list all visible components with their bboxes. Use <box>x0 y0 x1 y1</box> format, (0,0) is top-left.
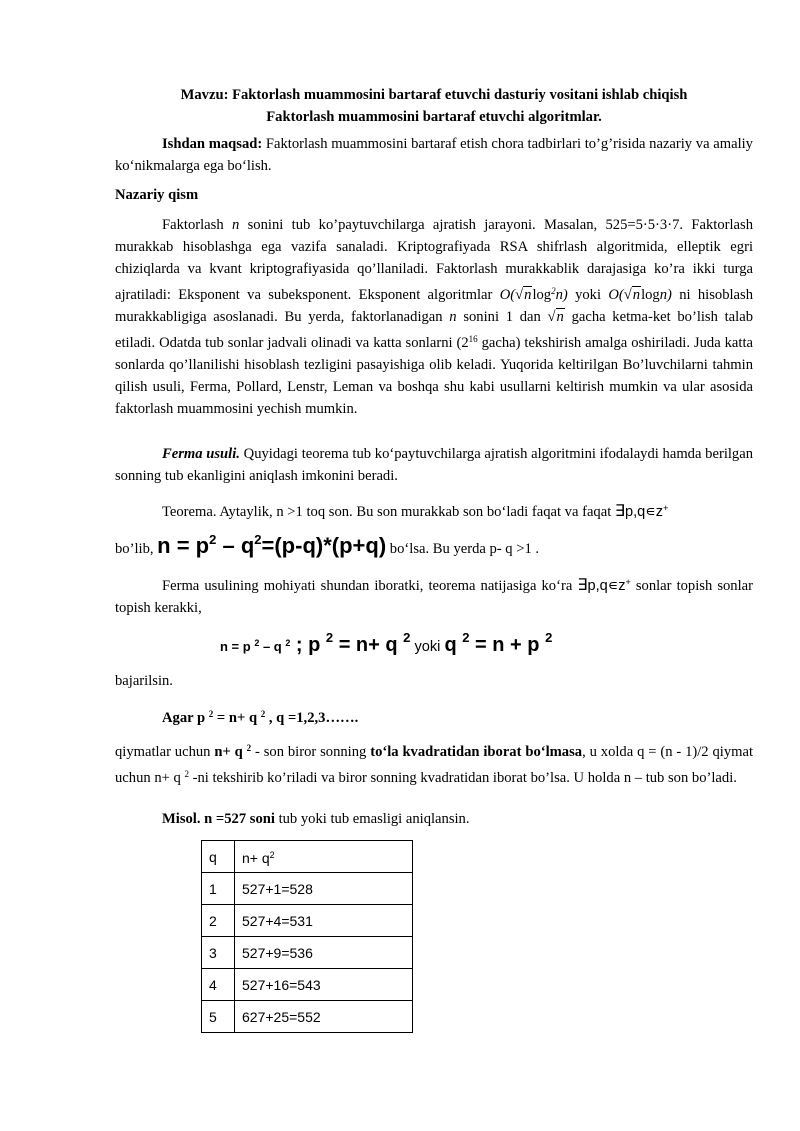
table-row <box>202 969 413 1001</box>
theory-text: yoki <box>567 287 609 303</box>
qiymat-text: qiymatlar uchun <box>115 744 215 760</box>
objective-paragraph <box>115 133 753 177</box>
table-header-q: q <box>202 841 235 873</box>
formula-part: n <box>555 287 563 303</box>
theory-var: n <box>449 309 457 325</box>
table-row <box>202 905 413 937</box>
theory-text: gacha ketma-ket bo’lish talab etiladi. Odatda tub sonlar jadvali olinadi va katta sonlarni (2 <box>115 309 753 351</box>
table-row <box>202 937 413 969</box>
theory-text: ni hisoblash murakkabligiga asoslanadi. Bu yerda, faktorlanadigan <box>115 287 753 325</box>
theorem-formula: – q <box>216 533 255 558</box>
theorem-text: bo’lib, <box>115 541 158 557</box>
formula-part: n <box>632 287 641 303</box>
qiymat-text: - son biror sonning <box>251 744 371 760</box>
exponent: 2 <box>325 630 334 645</box>
theory-text: gacha) tekshirish amalga oshiriladi. Juda katta sonlarda qo’llanilishi hisoblash tezligini pasayishiga olib keladi. Yuqorida keltirilgan Bo’luvchilarni tahmin qilish usuli, Ferma, Pollard, Lenstr, Leman va boshqa shu kabi usullarni keltirish mumkin va ular asosida faktorlash muammosini yechish mumkin. <box>115 335 753 417</box>
table-header-row <box>202 841 413 873</box>
formula-part: n <box>556 309 564 325</box>
sqrt-n-formula: √n <box>547 309 564 325</box>
ferma-text: Quyidagi teorema tub ko‘paytuvchilarga ajratish algoritmini ifodalaydi hamda berilgan sonning tub ekanligini aniqlash imkonini beradi. <box>115 446 753 484</box>
exponent: 2 <box>184 769 189 779</box>
section-heading: Nazariy qism <box>115 187 199 203</box>
exists-symbol: ∃ <box>614 503 626 520</box>
formula-part: ) <box>667 287 672 303</box>
table-cell-q: 4 <box>202 969 235 1001</box>
qiymat-bold: n+ q <box>214 744 247 760</box>
exponent: 2 <box>246 743 252 753</box>
page-title <box>115 84 753 128</box>
theory-text: sonini tub ko’paytuvchilarga ajratish jarayoni. Masalan, 525=5·5·3·7. Faktorlash murakkab hisoblashga ega vazifa sanaladi. Kriptografiyada RSA shifrlash algoritmida, elleptik egri chiziqlarda va kvant kriptografiyasida qo’llaniladi. Faktorlash murakkablik darajasiga ko’ra ikki turga ajratiladi: Eksponent va subeksponent. Eksponent algoritmlar <box>115 217 753 303</box>
equation-part: – q <box>259 639 286 654</box>
equation-part: = n+ q <box>333 634 404 656</box>
qiymat-bold: to‘la kvadratidan iborat bo‘lmasa <box>370 744 583 760</box>
table-cell-q: 1 <box>202 873 235 905</box>
example-line <box>115 808 753 830</box>
title-line-1: Mavzu: Faktorlash muammosini bartaraf etuvchi dasturiy vositani ishlab chiqish <box>180 87 688 103</box>
exponent: + <box>663 503 669 513</box>
example-text: tub yoki tub emasligi aniqlansin. <box>274 811 470 827</box>
agar-part: Agar p <box>162 710 209 726</box>
theorem-formula: =(p-q)*(p+q) <box>261 533 387 558</box>
agar-part: = n+ q <box>213 710 261 726</box>
qiymat-paragraph <box>115 737 753 789</box>
equation-part: yoki <box>410 639 445 655</box>
equation-part: q <box>444 634 463 656</box>
table-cell-expr: 627+25=552 <box>235 1001 413 1033</box>
essence-paragraph <box>115 571 753 619</box>
exponent: 2 <box>209 532 217 547</box>
formula-part: 2 <box>551 286 556 296</box>
table-header-expr <box>235 841 413 873</box>
exists-symbol: ∃ <box>577 577 588 594</box>
objective-text: Faktorlash muammosini bartaraf etish chora tadbirlari to’g’risida nazariy va amaliy ko‘nikmalarga ega bo‘lish. <box>115 136 753 174</box>
theory-text: sonini 1 dan <box>456 309 548 325</box>
exponent: 2 <box>208 709 214 719</box>
theory-text: Faktorlash <box>162 217 232 233</box>
theorem-line-1 <box>115 497 753 523</box>
theorem-set: p,q∊z <box>625 504 664 520</box>
complexity-formula-2: O(√nlogn) <box>608 287 672 303</box>
formula-part: log <box>641 287 660 303</box>
formula-part: ) <box>562 287 568 303</box>
complexity-formula-1: O(√nlog$^2$n) <box>499 286 568 303</box>
qiymat-text: , u xolda q = (n - 1)/2 qiymat uchun n+ q <box>115 744 754 786</box>
formula-part: n <box>659 287 668 303</box>
header-expr-text: n+ q <box>242 850 270 866</box>
theory-paragraph <box>115 214 753 420</box>
formula-part: O( <box>499 287 516 303</box>
equation-part: = n + p <box>469 634 546 656</box>
theorem-paragraph <box>115 497 753 560</box>
exponent: 2 <box>260 709 266 719</box>
bajarilsin-line: bajarilsin. <box>115 673 173 689</box>
factor-table <box>201 840 413 1033</box>
table-cell-q: 5 <box>202 1001 235 1033</box>
example-label: Misol. n =527 soni <box>162 811 275 827</box>
theorem-text: bo‘lsa. Bu yerda p- q >1 . <box>386 541 540 557</box>
table-cell-expr: 527+4=531 <box>235 905 413 937</box>
exponent: + <box>625 577 631 587</box>
table-cell-q: 2 <box>202 905 235 937</box>
formula-part: log <box>532 287 552 303</box>
ferma-paragraph <box>115 443 753 487</box>
exponent: 2 <box>285 638 291 648</box>
exponent: 2 <box>254 638 260 648</box>
exponent: 2 <box>545 630 553 645</box>
exponent: 2 <box>269 850 275 860</box>
table-cell-q: 3 <box>202 937 235 969</box>
theorem-line-2 <box>115 529 753 560</box>
agar-line <box>115 703 753 729</box>
exponent: 2 <box>462 630 470 645</box>
agar-part: , q =1,2,3……. <box>265 710 359 726</box>
table-cell-expr: 527+16=543 <box>235 969 413 1001</box>
exponent: 2 <box>254 532 262 547</box>
table-row <box>202 1001 413 1033</box>
equation-line <box>115 627 753 658</box>
ferma-label: Ferma usuli. <box>162 446 240 462</box>
theorem-formula: n = p <box>157 533 210 558</box>
essence-set: p,q∊z <box>587 578 626 594</box>
theorem-text: Teorema. Aytaylik, n >1 toq son. Bu son murakkab son bo‘ladi faqat va faqat <box>162 504 615 520</box>
essence-text: sonlar topish sonlar topish kerakki, <box>115 578 753 616</box>
exponent: 16 <box>468 334 478 344</box>
table-cell-expr: 527+9=536 <box>235 937 413 969</box>
equation-part: n = p <box>220 639 255 654</box>
formula-part: n <box>524 287 532 303</box>
objective-label: Ishdan maqsad: <box>162 136 263 152</box>
table-row <box>202 873 413 905</box>
essence-text: Ferma usulining mohiyati shundan iboratki, teorema natijasiga ko‘ra <box>162 578 578 594</box>
formula-part: O( <box>608 287 624 303</box>
equation-part: ; p <box>290 634 326 656</box>
theory-var: n <box>231 217 240 233</box>
title-line-2: Faktorlash muammosini bartaraf etuvchi algoritmlar. <box>266 109 602 125</box>
table-cell-expr: 527+1=528 <box>235 873 413 905</box>
essence-line <box>115 571 753 619</box>
qiymat-text: -ni tekshirib ko’riladi va biror sonning kvadratidan iborat bo’lsa. U holda n – tub son bo’ladi. <box>188 770 737 786</box>
exponent: 2 <box>403 630 411 645</box>
